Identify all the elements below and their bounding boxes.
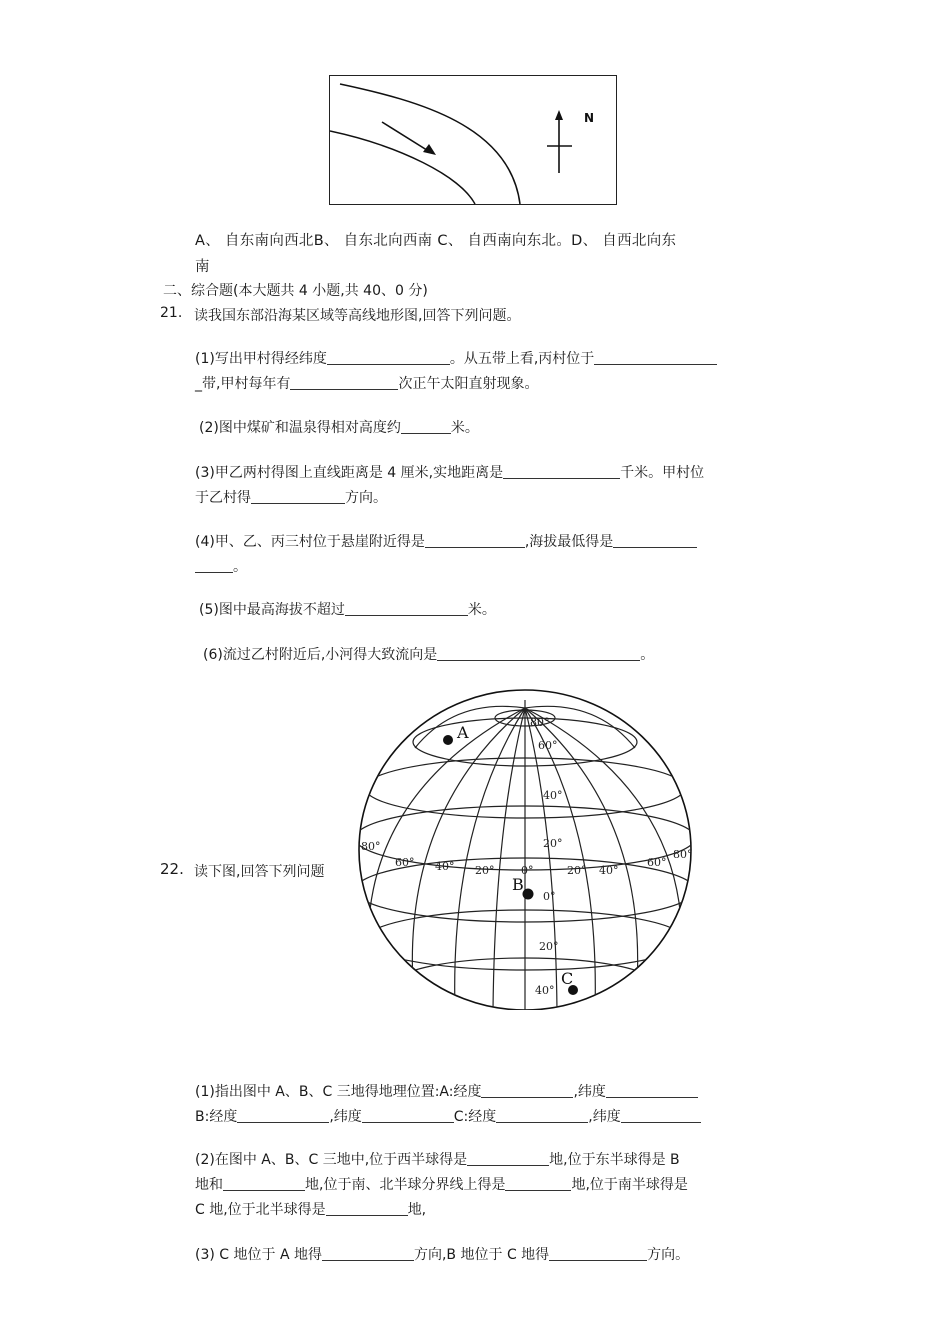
q22-p2-blank-west[interactable] [467, 1151, 549, 1166]
q22-p3-blank-b-from-c[interactable] [549, 1246, 647, 1261]
q22-p1-blank-b-lon[interactable] [237, 1108, 329, 1123]
lat-label-0: 0° [543, 890, 556, 903]
q21-number: 21. [160, 305, 183, 321]
q21-p1-text-d: 次正午太阳直射现象。 [398, 376, 539, 392]
q21-p6-text-b: 。 [640, 647, 655, 663]
q21-p6-blank-flow[interactable] [437, 646, 640, 661]
point-a-marker [443, 735, 453, 745]
lon-label-e60: 60° [647, 856, 667, 869]
lon-label-w80: 80° [361, 840, 381, 853]
q22-p1-text-a: (1)指出图中 A、B、C 三地得地理位置:A:经度 [195, 1084, 482, 1100]
q22-p1-blank-a-lon[interactable] [481, 1083, 573, 1098]
q22-p1-blank-b-lat[interactable] [362, 1108, 454, 1123]
q22-p2-text-c: 地和 [195, 1177, 223, 1193]
q21-p1-blank-zone[interactable] [594, 350, 717, 365]
q22-p3-text-b: 方向,B 地位于 C 地得 [413, 1247, 550, 1263]
point-a-label: A [457, 723, 469, 742]
river-flow-figure [329, 75, 617, 205]
q21-p1-text-a: (1)写出甲村得经纬度 [195, 351, 327, 367]
q21-p2-text-b: 米。 [450, 420, 479, 436]
lon-label-0: 0° [521, 864, 534, 877]
flow-arrow-head [423, 144, 436, 155]
q21-p1-text-c: _带,甲村每年有 [195, 376, 291, 392]
q21-p3-text-c: 于乙村得 [195, 490, 251, 506]
q21-part3-line1 [195, 462, 704, 482]
q21-part4-line2 [195, 556, 247, 576]
q21-p5-text-a: (5)图中最高海拔不超过 [199, 602, 345, 618]
q21-part1-line1 [195, 348, 717, 368]
q22-p1-text-b: ,纬度 [573, 1084, 606, 1100]
q22-p1-text-f: ,纬度 [588, 1109, 621, 1125]
q22-p2-text-g: 地, [407, 1202, 427, 1218]
point-b-marker [523, 889, 534, 900]
river-flow-drawing [330, 76, 618, 206]
lat-label-40n: 40° [543, 789, 563, 802]
q22-part1-line2 [195, 1106, 701, 1126]
point-c-label: C [561, 969, 574, 988]
lat-label-40s: 40° [535, 984, 555, 997]
q21-part3-line2 [195, 487, 387, 507]
q22-p3-text-c: 方向。 [647, 1247, 690, 1263]
globe-figure [355, 678, 695, 1010]
q21-p5-blank-max[interactable] [345, 601, 468, 616]
north-label: N [584, 111, 595, 125]
q22-p2-text-f: C 地,位于北半球得是 [195, 1202, 326, 1218]
q21-part6 [203, 644, 654, 664]
q22-part2-line2 [195, 1174, 688, 1194]
q21-p4-text-a: (4)甲、乙、丙三村位于悬崖附近得是 [195, 534, 425, 550]
point-b-label: B [512, 875, 524, 894]
q20-options-line2: 南 [195, 259, 210, 275]
q22-p2-blank-north[interactable] [326, 1201, 408, 1216]
q21-p3-text-d: 方向。 [345, 490, 387, 506]
q22-p2-blank-equator[interactable] [505, 1176, 571, 1191]
q21-p3-blank-distance[interactable] [503, 464, 620, 479]
q22-p3-text-a: (3) C 地位于 A 地得 [195, 1247, 322, 1263]
q22-p3-blank-c-from-a[interactable] [322, 1246, 414, 1261]
q22-part2-line1 [195, 1149, 680, 1169]
q21-p3-text-b: 千米。甲村位 [620, 465, 705, 481]
lon-label-e20: 20° [567, 864, 587, 877]
lon-label-w20: 20° [475, 864, 495, 877]
q21-p5-text-b: 米。 [467, 602, 496, 618]
q21-part5 [199, 599, 496, 619]
q21-p6-text-a: (6)流过乙村附近后,小河得大致流向是 [203, 647, 438, 663]
q21-p3-text-a: (3)甲乙两村得图上直线距离是 4 厘米,实地距离是 [195, 465, 504, 481]
q21-part4-line1 [195, 531, 697, 551]
q21-p4-blank-cliff[interactable] [425, 533, 525, 548]
q21-p4-blank-lowest-b[interactable] [195, 558, 233, 573]
q21-stem: 读我国东部沿海某区域等高线地形图,回答下列问题。 [194, 308, 521, 324]
q22-p1-text-e: C:经度 [453, 1109, 497, 1125]
q21-part1-line2 [195, 373, 538, 393]
q21-p4-text-c: 。 [233, 559, 247, 575]
q22-p1-text-c: B:经度 [195, 1109, 238, 1125]
q22-p2-text-b: 地,位于东半球得是 B [549, 1152, 680, 1168]
lat-label-20s: 20° [539, 940, 559, 953]
q22-part1-line1 [195, 1081, 698, 1101]
lat-label-60n: 60° [538, 739, 558, 752]
q22-p1-text-d: ,纬度 [329, 1109, 362, 1125]
lon-label-e40: 40° [599, 864, 619, 877]
q21-p4-text-b: ,海拔最低得是 [524, 534, 614, 550]
q22-p2-blank-east[interactable] [223, 1176, 305, 1191]
q22-p2-text-a: (2)在图中 A、B、C 三地中,位于西半球得是 [195, 1152, 468, 1168]
river-bank-lower [330, 131, 475, 204]
lon-label-w40: 40° [435, 860, 455, 873]
q22-part3 [195, 1244, 689, 1264]
q21-p4-blank-lowest-a[interactable] [613, 533, 697, 548]
q21-p1-blank-latlon[interactable] [327, 350, 450, 365]
river-bank-upper [340, 84, 520, 204]
q21-part2 [199, 417, 479, 437]
section2-title: 二、综合题(本大题共 4 小题,共 40、0 分) [163, 283, 428, 299]
q21-p2-text-a: (2)图中煤矿和温泉得相对高度约 [199, 420, 401, 436]
lon-label-e80: 80° [673, 848, 693, 861]
lon-label-w60: 60° [395, 856, 415, 869]
q22-p2-text-d: 地,位于南、北半球分界线上得是 [305, 1177, 506, 1193]
q22-stem: 读下图,回答下列问题 [194, 864, 325, 880]
q22-part2-line3 [195, 1199, 426, 1219]
q21-p1-blank-times[interactable] [290, 375, 398, 390]
q21-p2-blank-height[interactable] [401, 419, 451, 434]
lat-label-20n: 20° [543, 837, 563, 850]
lat-label-80n: 80° [530, 716, 550, 729]
q21-p3-blank-direction[interactable] [251, 489, 345, 504]
q22-p1-blank-c-lon[interactable] [496, 1108, 588, 1123]
north-arrow-head [555, 110, 563, 120]
q22-p2-text-e: 地,位于南半球得是 [571, 1177, 688, 1193]
q22-number: 22. [160, 860, 184, 878]
q22-p1-blank-a-lat[interactable] [606, 1083, 698, 1098]
q21-p1-text-b: 。从五带上看,丙村位于 [449, 351, 595, 367]
q20-options-line1: A、 自东南向西北B、 自东北向西南 C、 自西南向东北。D、 自西北向东 [195, 233, 677, 249]
q22-p1-blank-c-lat[interactable] [621, 1108, 701, 1123]
